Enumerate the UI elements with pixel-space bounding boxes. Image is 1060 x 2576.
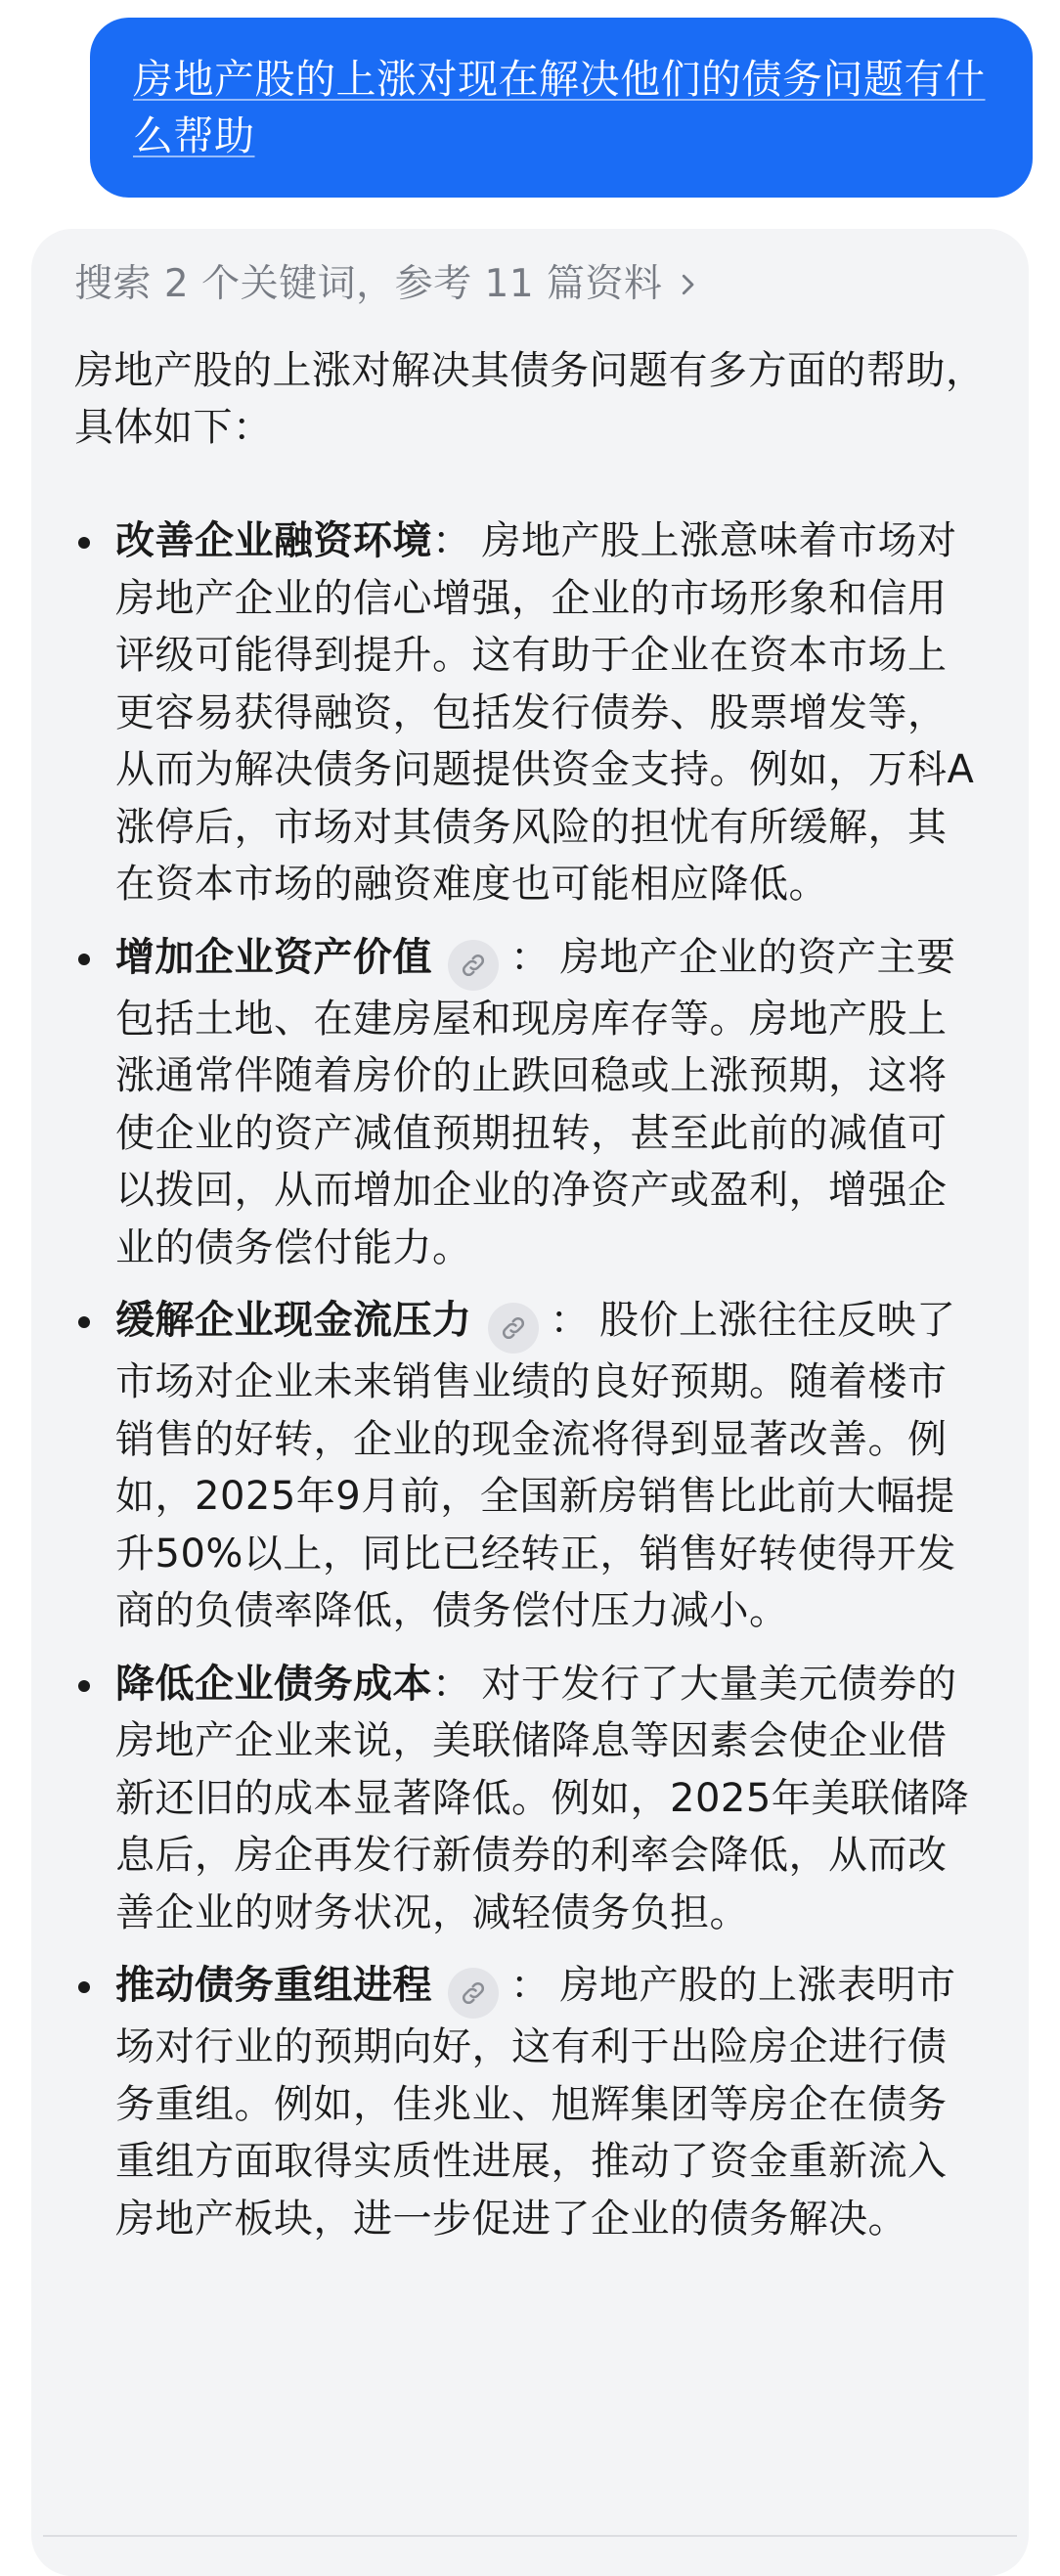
search-summary-label: 搜索 2 个关键词，参考 11 篇资料 — [74, 262, 663, 306]
link-icon — [459, 1978, 488, 2008]
reference-link-button[interactable] — [448, 940, 499, 991]
answer-point-restructuring — [74, 1957, 986, 2247]
answer-point-financing — [74, 512, 986, 913]
point-title: 改善企业融资环境 — [115, 518, 432, 563]
point-separator: ： — [510, 934, 551, 980]
point-body: 房地产股上涨意味着市场对房地产企业的信心增强，企业的市场形象和信用评级可能得到提升。这有助于企业在资本市场上更容易获得融资，包括发行债券、股票增发等，从而为解决债务问题提供资金支持。例如，万科A涨停后，市场对其债务风险的担忧有所缓解，其在资本市场的融资难度也可能相应降低。 — [115, 518, 975, 907]
answer-point-list — [74, 512, 986, 2247]
point-title: 缓解企业现金流压力 — [115, 1298, 472, 1343]
reference-link-button[interactable] — [448, 1968, 499, 2019]
bullet-dot — [78, 1981, 90, 1993]
assistant-answer-card — [31, 229, 1029, 2576]
answer-point-asset-value — [74, 929, 986, 1277]
point-separator: ： — [432, 1661, 472, 1707]
point-body: 房地产股的上涨表明市场对行业的预期向好，这有利于出险房企进行债务重组。例如，佳兆业、旭辉集团等房企在债务重组方面取得实质性进展，推动了资金重新流入房地产板块，进一步促进了企业的债务解决。 — [115, 1963, 956, 2242]
card-divider — [43, 2535, 1017, 2537]
bullet-dot — [78, 1316, 90, 1328]
point-title: 降低企业债务成本 — [115, 1661, 432, 1707]
point-body: 对于发行了大量美元债券的房地产企业来说，美联储降息等因素会使企业借新还旧的成本显著降低。例如，2025年美联储降息后，房企再发行新债券的利率会降低，从而改善企业的财务状况，减轻债务负担。 — [115, 1661, 970, 1935]
reference-link-button[interactable] — [488, 1303, 539, 1354]
point-title: 推动债务重组进程 — [115, 1963, 432, 2008]
chevron-right-icon — [673, 270, 702, 299]
user-message-bubble — [90, 18, 1033, 198]
answer-point-cash-flow — [74, 1292, 986, 1640]
search-summary-button[interactable] — [74, 260, 986, 309]
user-message-text[interactable]: 房地产股的上涨对现在解决他们的债务问题有什么帮助 — [133, 56, 986, 159]
link-icon — [459, 951, 488, 980]
point-separator: ： — [510, 1963, 551, 2008]
link-icon — [499, 1313, 528, 1343]
point-body: 房地产企业的资产主要包括土地、在建房屋和现房库存等。房地产股上涨通常伴随着房价的止跌回稳或上涨预期，这将使企业的资产减值预期扭转，甚至此前的减值可以拨回，从而增加企业的净资产或盈利，增强企业的债务偿付能力。 — [115, 934, 956, 1270]
bullet-dot — [78, 537, 90, 549]
answer-intro: 房地产股的上涨对解决其债务问题有多方面的帮助，具体如下： — [74, 348, 986, 450]
point-separator: ： — [432, 518, 472, 563]
bullet-dot — [78, 954, 90, 965]
point-body: 股价上涨往往反映了市场对企业未来销售业绩的良好预期。随着楼市销售的好转，企业的现金流将得到显著改善。例如，2025年9月前，全国新房销售比此前大幅提升50%以上，同比已经转正，销售好转使得开发商的负债率降低，债务偿付压力减小。 — [115, 1298, 956, 1633]
point-separator: ： — [550, 1298, 590, 1343]
bullet-dot — [78, 1680, 90, 1692]
point-title: 增加企业资产价值 — [115, 934, 432, 980]
answer-point-debt-cost — [74, 1656, 986, 1942]
